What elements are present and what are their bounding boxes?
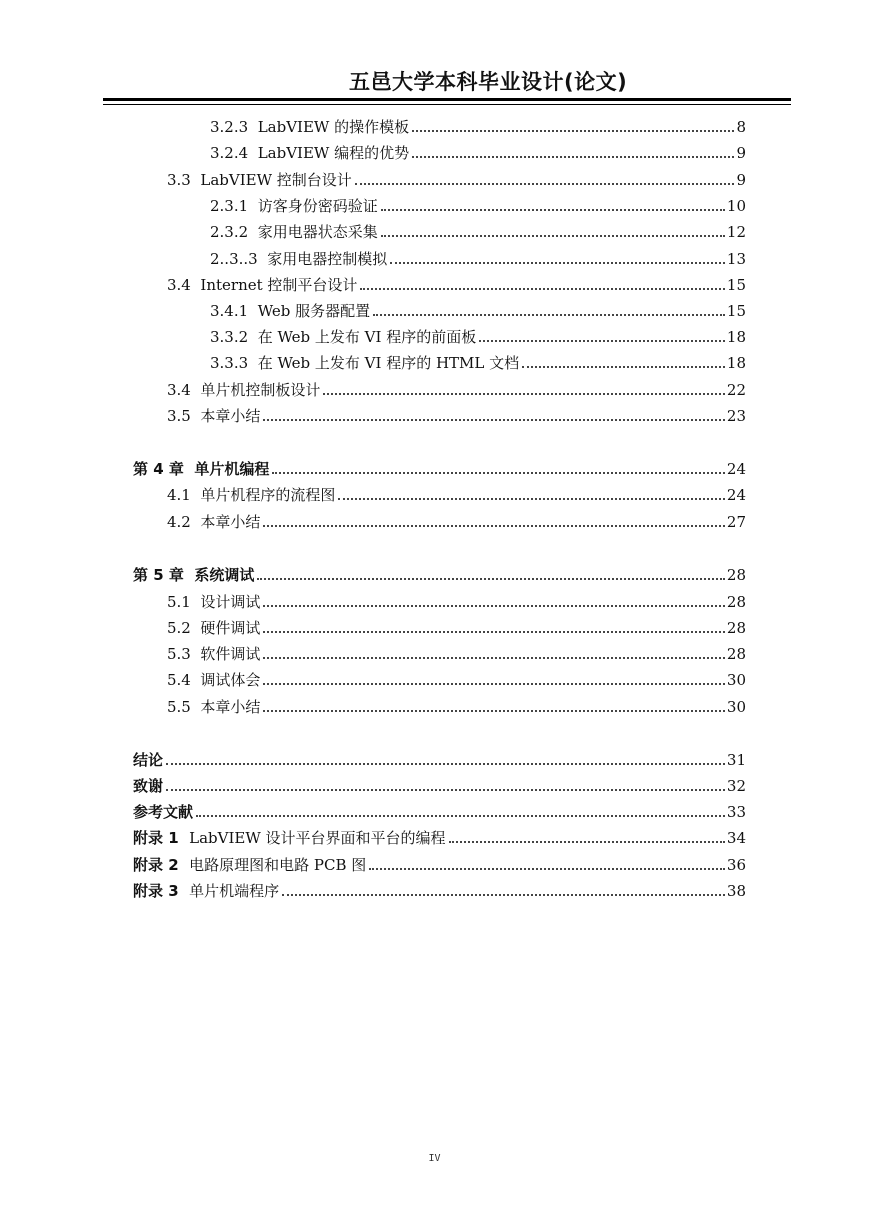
toc-dot-leader xyxy=(263,525,724,527)
toc-entry[interactable] xyxy=(210,113,746,137)
toc-entry-page: 18 xyxy=(726,328,746,346)
toc-entry-number: 2..3..3 xyxy=(210,250,268,268)
toc-entry-title: Web 服务器配置 xyxy=(257,302,371,320)
toc-entry-title: 在 Web 上发布 VI 程序的 HTML 文档 xyxy=(257,354,520,372)
toc-entry[interactable] xyxy=(133,877,746,901)
toc-entry-page: 28 xyxy=(726,593,746,611)
toc-entry[interactable] xyxy=(133,772,746,796)
toc-entry-page: 9 xyxy=(736,171,746,189)
toc-entry[interactable] xyxy=(133,746,746,770)
toc-entry-page: 30 xyxy=(726,671,746,689)
toc-entry[interactable] xyxy=(210,349,746,373)
toc-entry-page: 33 xyxy=(726,803,746,821)
document-title: 五邑大学本科毕业设计(论文) xyxy=(349,70,628,94)
toc-entry-number: 附录 1 xyxy=(133,829,190,847)
toc-entry[interactable] xyxy=(210,245,746,269)
toc-entry-title: 单片机程序的流程图 xyxy=(200,486,336,504)
toc-entry-number: 5.3 xyxy=(167,645,201,663)
toc-entry-number: 3.4.1 xyxy=(210,302,258,320)
toc-entry[interactable] xyxy=(167,614,746,638)
toc-entry-number: 5.5 xyxy=(167,698,201,716)
toc-entry-page: 30 xyxy=(726,698,746,716)
toc-dot-leader xyxy=(263,419,724,421)
toc-entry-page: 28 xyxy=(726,619,746,637)
toc-entry-number: 3.3 xyxy=(167,171,201,189)
toc-entry[interactable] xyxy=(210,192,746,216)
toc-entry-page: 22 xyxy=(726,381,746,399)
header-rule-thin xyxy=(103,104,791,105)
toc-entry-title: 单片机编程 xyxy=(194,460,270,478)
toc-dot-leader xyxy=(449,841,725,843)
toc-entry[interactable] xyxy=(167,640,746,664)
toc-entry-title: 访客身份密码验证 xyxy=(257,197,378,215)
toc-entry-title: LabVIEW 控制台设计 xyxy=(200,171,352,189)
toc-entry-title: 家用电器控制模拟 xyxy=(267,250,388,268)
toc-entry-number: 5.2 xyxy=(167,619,201,637)
toc-entry-title: 致谢 xyxy=(133,777,164,795)
toc-entry-page: 38 xyxy=(726,882,746,900)
toc-dot-leader xyxy=(263,710,724,712)
toc-entry-page: 15 xyxy=(726,302,746,320)
toc-entry-page: 28 xyxy=(726,645,746,663)
toc-entry-title: 单片机端程序 xyxy=(189,882,280,900)
toc-entry-number: 5.1 xyxy=(167,593,201,611)
toc-entry[interactable] xyxy=(210,139,746,163)
header-rule-thick xyxy=(103,98,791,101)
toc-dot-leader xyxy=(373,314,725,316)
toc-entry-number: 第 5 章 xyxy=(133,566,195,584)
toc-entry[interactable] xyxy=(133,798,746,822)
toc-entry[interactable] xyxy=(167,271,746,295)
toc-entry-number: 3.2.3 xyxy=(210,118,258,136)
toc-dot-leader xyxy=(272,472,725,474)
toc-entry-title: 在 Web 上发布 VI 程序的前面板 xyxy=(257,328,477,346)
toc-entry-page: 13 xyxy=(726,250,746,268)
toc-dot-leader xyxy=(390,262,725,264)
toc-entry-page: 32 xyxy=(726,777,746,795)
toc-entry-page: 10 xyxy=(726,197,746,215)
toc-entry-number: 4.2 xyxy=(167,513,201,531)
toc-entry-number: 4.1 xyxy=(167,486,201,504)
toc-entry-number: 2.3.1 xyxy=(210,197,258,215)
toc-dot-leader xyxy=(355,183,735,185)
toc-entry-title: 系统调试 xyxy=(194,566,255,584)
toc-entry-page: 18 xyxy=(726,354,746,372)
toc-dot-leader xyxy=(412,156,734,158)
toc-dot-leader xyxy=(263,631,724,633)
toc-entry-page: 36 xyxy=(726,856,746,874)
toc-entry-title: 结论 xyxy=(133,751,164,769)
toc-entry-title: 本章小结 xyxy=(200,698,261,716)
toc-entry-number: 第 4 章 xyxy=(133,460,195,478)
toc-dot-leader xyxy=(381,235,725,237)
toc-entry[interactable] xyxy=(133,561,746,585)
toc-entry-number: 3.4 xyxy=(167,381,201,399)
toc-entry-page: 23 xyxy=(726,407,746,425)
toc-dot-leader xyxy=(338,498,724,500)
toc-dot-leader xyxy=(196,815,725,817)
toc-entry-number: 3.5 xyxy=(167,407,201,425)
toc-dot-leader xyxy=(360,288,725,290)
toc-entry[interactable] xyxy=(167,166,746,190)
toc-dot-leader xyxy=(369,868,725,870)
toc-dot-leader xyxy=(522,366,725,368)
toc-entry[interactable] xyxy=(167,588,746,612)
toc-entry-page: 34 xyxy=(726,829,746,847)
toc-entry[interactable] xyxy=(133,824,746,848)
toc-entry[interactable] xyxy=(167,402,746,426)
toc-dot-leader xyxy=(263,683,724,685)
toc-entry-title: 单片机控制板设计 xyxy=(200,381,321,399)
toc-entry-page: 28 xyxy=(726,566,746,584)
toc-dot-leader xyxy=(381,209,725,211)
toc-entry-number: 3.2.4 xyxy=(210,144,258,162)
toc-dot-leader xyxy=(166,789,725,791)
toc-entry[interactable] xyxy=(167,693,746,717)
toc-dot-leader xyxy=(257,578,725,580)
toc-entry-title: 电路原理图和电路 PCB 图 xyxy=(189,856,367,874)
toc-entry-page: 9 xyxy=(736,144,746,162)
toc-entry[interactable] xyxy=(210,297,746,321)
page-number: IV xyxy=(428,1153,441,1164)
toc-entry-title: 本章小结 xyxy=(200,407,261,425)
toc-entry-title: 家用电器状态采集 xyxy=(257,223,378,241)
toc-entry-number: 附录 2 xyxy=(133,856,190,874)
toc-entry-page: 31 xyxy=(726,751,746,769)
toc-entry[interactable] xyxy=(167,508,746,532)
toc-entry-title: 本章小结 xyxy=(200,513,261,531)
toc-entry-number: 3.3.2 xyxy=(210,328,258,346)
toc-entry-number: 附录 3 xyxy=(133,882,190,900)
toc-entry-page: 12 xyxy=(726,223,746,241)
toc-entry-page: 24 xyxy=(726,460,746,478)
toc-entry-page: 24 xyxy=(726,486,746,504)
toc-entry[interactable] xyxy=(167,481,746,505)
toc-entry-number: 5.4 xyxy=(167,671,201,689)
toc-dot-leader xyxy=(282,894,725,896)
toc-dot-leader xyxy=(323,393,724,395)
toc-dot-leader xyxy=(263,605,724,607)
toc-entry[interactable] xyxy=(167,376,746,400)
toc-entry-title: LabVIEW 编程的优势 xyxy=(257,144,410,162)
toc-entry-title: LabVIEW 的操作模板 xyxy=(257,118,410,136)
toc-entry-title: 设计调试 xyxy=(200,593,261,611)
toc-dot-leader xyxy=(263,657,724,659)
toc-entry-title: Internet 控制平台设计 xyxy=(200,276,358,294)
toc-entry[interactable] xyxy=(133,851,746,875)
toc-entry-title: 硬件调试 xyxy=(200,619,261,637)
toc-entry[interactable] xyxy=(210,323,746,347)
toc-dot-leader xyxy=(479,340,725,342)
toc-entry-title: 调试体会 xyxy=(200,671,261,689)
toc-entry-number: 3.4 xyxy=(167,276,201,294)
toc-entry-title: LabVIEW 设计平台界面和平台的编程 xyxy=(189,829,446,847)
toc-entry[interactable] xyxy=(133,455,746,479)
toc-entry-title: 参考文献 xyxy=(133,803,194,821)
toc-entry[interactable] xyxy=(167,666,746,690)
toc-entry-page: 27 xyxy=(726,513,746,531)
toc-dot-leader xyxy=(412,130,734,132)
toc-entry-number: 2.3.2 xyxy=(210,223,258,241)
toc-entry[interactable] xyxy=(210,218,746,242)
toc-entry-page: 8 xyxy=(736,118,746,136)
toc-entry-title: 软件调试 xyxy=(200,645,261,663)
toc-entry-number: 3.3.3 xyxy=(210,354,258,372)
toc-entry-page: 15 xyxy=(726,276,746,294)
toc-dot-leader xyxy=(166,763,725,765)
